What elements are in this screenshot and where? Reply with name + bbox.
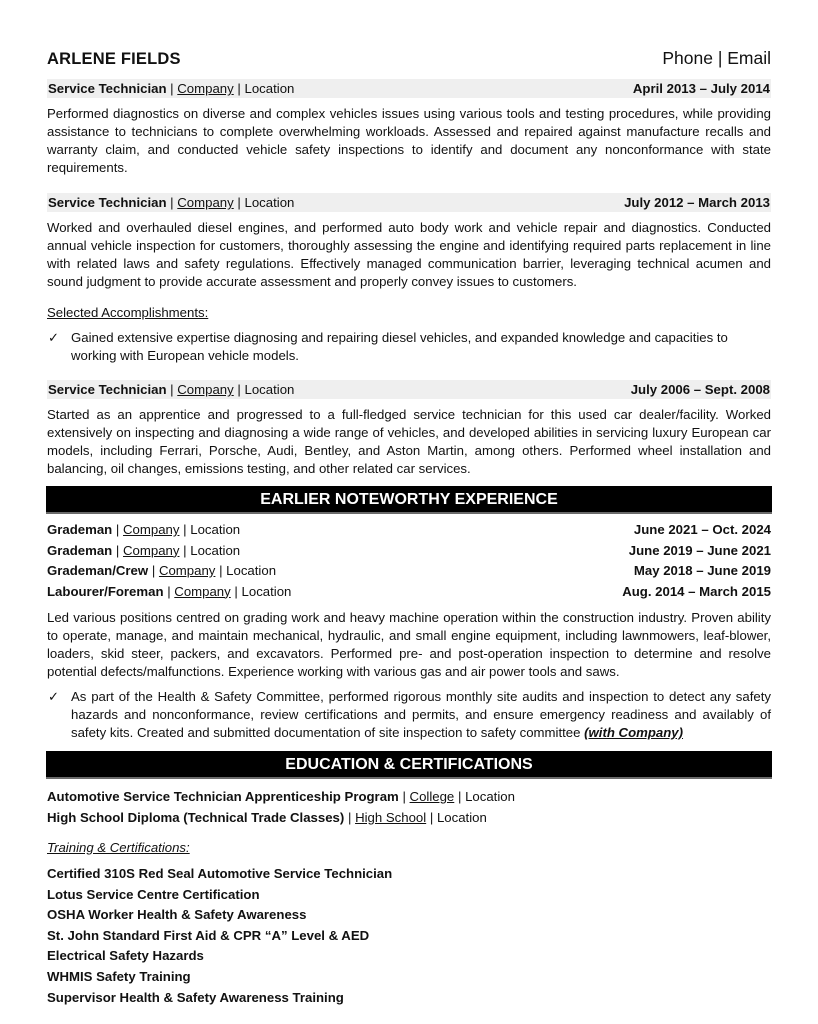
section-heading-education: EDUCATION & CERTIFICATIONS [46, 751, 772, 779]
school-name: High School [355, 809, 427, 825]
role-title: Grademan/Crew [47, 563, 149, 578]
role-row [47, 541, 771, 562]
role-location: Location [226, 563, 277, 578]
job-entry [47, 193, 771, 365]
accomplishment-item [47, 329, 771, 365]
role-location: Location [190, 542, 241, 558]
education-item [47, 787, 771, 808]
program-name: Automotive Service Technician Apprenticeship Program [47, 789, 399, 804]
job-location: Location [244, 81, 295, 96]
separator: | [219, 563, 223, 578]
role-location: Location [190, 522, 241, 537]
company-name: Company [123, 522, 180, 537]
role-row [47, 582, 771, 603]
company-name: Company [174, 583, 231, 599]
job-description: Started as an apprentice and progressed to a full-fledged service technician for this used car dealer/facility. Worked extensively on inspecting and diagnosing a wide range of vehicles, and developed abilities in servicing luxury European car models, including Ferrari, Porsche, Audi, Bentley, and Aston Martin, among others. Performed wheel installation and balancing, oil changes, emissions testing, and other related car services. [47, 407, 771, 476]
earlier-bullet-item [47, 688, 771, 742]
school-location: Location [465, 789, 515, 804]
program-name: High School Diploma (Technical Trade Classes) [47, 809, 345, 825]
company-name: Company [177, 81, 234, 96]
job-dates: July 2006 – Sept. 2008 [630, 382, 770, 397]
role-location: Location [241, 583, 292, 599]
earlier-roles-list [47, 520, 771, 602]
earlier-description: Led various positions centred on grading work and heavy machine operation within the construction industry. Proven ability to operate, manage, and maintain mechanical, hydraulic, and small engine equipment, including lawnmowers, leaf-blower, loaders, skid steer, packers, and excavators. Performed pre- and post-operation inspection to determine and resolve potential defects/malfunctions. Experience working with various gas and air power tools and saws. [47, 610, 771, 679]
certification-item: St. John Standard First Aid & CPR “A” Level & AED [47, 927, 370, 943]
certification-item: OSHA Worker Health & Safety Awareness [47, 907, 307, 923]
role-row [47, 520, 771, 541]
certification-item: Electrical Safety Hazards [47, 948, 204, 964]
job-title: Service Technician [48, 81, 167, 96]
job-title: Service Technician [48, 382, 167, 397]
separator: | [347, 809, 352, 825]
role-dates: June 2019 – June 2021 [628, 542, 771, 558]
school-name: College [409, 789, 455, 804]
role-row [47, 561, 771, 582]
job-entry [47, 79, 771, 177]
job-title: Service Technician [48, 195, 167, 210]
accomplishment-text: Gained extensive expertise diagnosing and repairing diesel vehicles, and expanded knowledge and capacities to working with European vehicle models. [71, 330, 728, 363]
separator: | [151, 563, 156, 578]
separator: | [170, 81, 174, 96]
company-name: Company [158, 563, 216, 578]
job-location: Location [244, 195, 295, 210]
section-heading-earlier-experience: EARLIER NOTEWORTHY EXPERIENCE [46, 486, 772, 514]
job-entry [47, 380, 771, 478]
school-location: Location [436, 809, 487, 825]
company-name: Company [123, 542, 180, 558]
role-title: Grademan [47, 542, 113, 558]
education-item [47, 808, 771, 829]
certifications-list [47, 864, 771, 1008]
separator: | [237, 81, 241, 96]
separator: | [234, 583, 238, 599]
earlier-bullet-emphasis: (with Company) [584, 725, 684, 740]
job-dates: April 2013 – July 2014 [632, 81, 770, 96]
job-location: Location [244, 382, 295, 397]
job-header-bar [47, 380, 771, 399]
certification-item: Supervisor Health & Safety Awareness Training [47, 989, 344, 1005]
job-description: Worked and overhauled diesel engines, and performed auto body work and vehicle repair and diagnostics. Conducted annual vehicle inspection for customers, thoroughly assessing the engine and identifying required parts replacement in line with related laws and safety regulations. Effectively managed communication barrier, leveraging technical acumen and sound judgment to provide accurate assessment and properly convey issues to customers. [47, 220, 771, 289]
company-name: Company [177, 382, 234, 397]
certification-item: Certified 310S Red Seal Automotive Service Technician [47, 866, 393, 881]
separator: | [183, 542, 187, 558]
certification-item: Lotus Service Centre Certification [47, 886, 260, 902]
training-heading: Training & Certifications: [47, 840, 190, 855]
separator: | [115, 542, 120, 558]
role-dates: May 2018 – June 2019 [633, 563, 771, 578]
separator: | [237, 195, 241, 210]
education-list [47, 787, 771, 828]
separator: | [170, 195, 174, 210]
separator: | [167, 583, 171, 599]
separator: | [402, 789, 406, 804]
role-dates: June 2021 – Oct. 2024 [633, 522, 771, 537]
accomplishments-heading: Selected Accomplishments: [47, 305, 209, 320]
job-header-bar [47, 79, 771, 98]
role-title: Grademan [47, 522, 113, 537]
separator: | [457, 789, 462, 804]
contact-info: Phone | Email [662, 48, 771, 68]
checkmark-icon: ✓ [48, 689, 60, 704]
separator: | [429, 809, 434, 825]
candidate-name: ARLENE FIELDS [47, 50, 181, 68]
resume-page [47, 48, 771, 1008]
separator: | [170, 382, 174, 397]
certification-item: WHMIS Safety Training [47, 968, 191, 984]
separator: | [237, 382, 241, 397]
separator: | [183, 522, 187, 537]
separator: | [115, 522, 120, 537]
checkmark-icon: ✓ [48, 330, 60, 345]
job-description: Performed diagnostics on diverse and complex vehicles issues using various tools and testing procedures, while providing assistance to technicians to complete overwhelming workloads. Assessed and repaired against manufacture recalls and warranty claim, and conducted vehicle safety inspections to identify and document any nonconformance with state requirements. [47, 106, 771, 175]
earlier-bullet-text: As part of the Health & Safety Committee, performed rigorous monthly site audits and inspection to detect any safety hazards and nonconformance, review certifications and permits, and ensure emergency readiness and availably of safety kits. Created and submitted documentation of site inspection to safety committee [71, 689, 771, 740]
resume-header [47, 48, 771, 72]
role-dates: Aug. 2014 – March 2015 [622, 583, 771, 599]
job-dates: July 2012 – March 2013 [624, 195, 770, 210]
role-title: Labourer/Foreman [47, 583, 164, 599]
job-header-bar [47, 193, 771, 212]
company-name: Company [177, 195, 234, 210]
